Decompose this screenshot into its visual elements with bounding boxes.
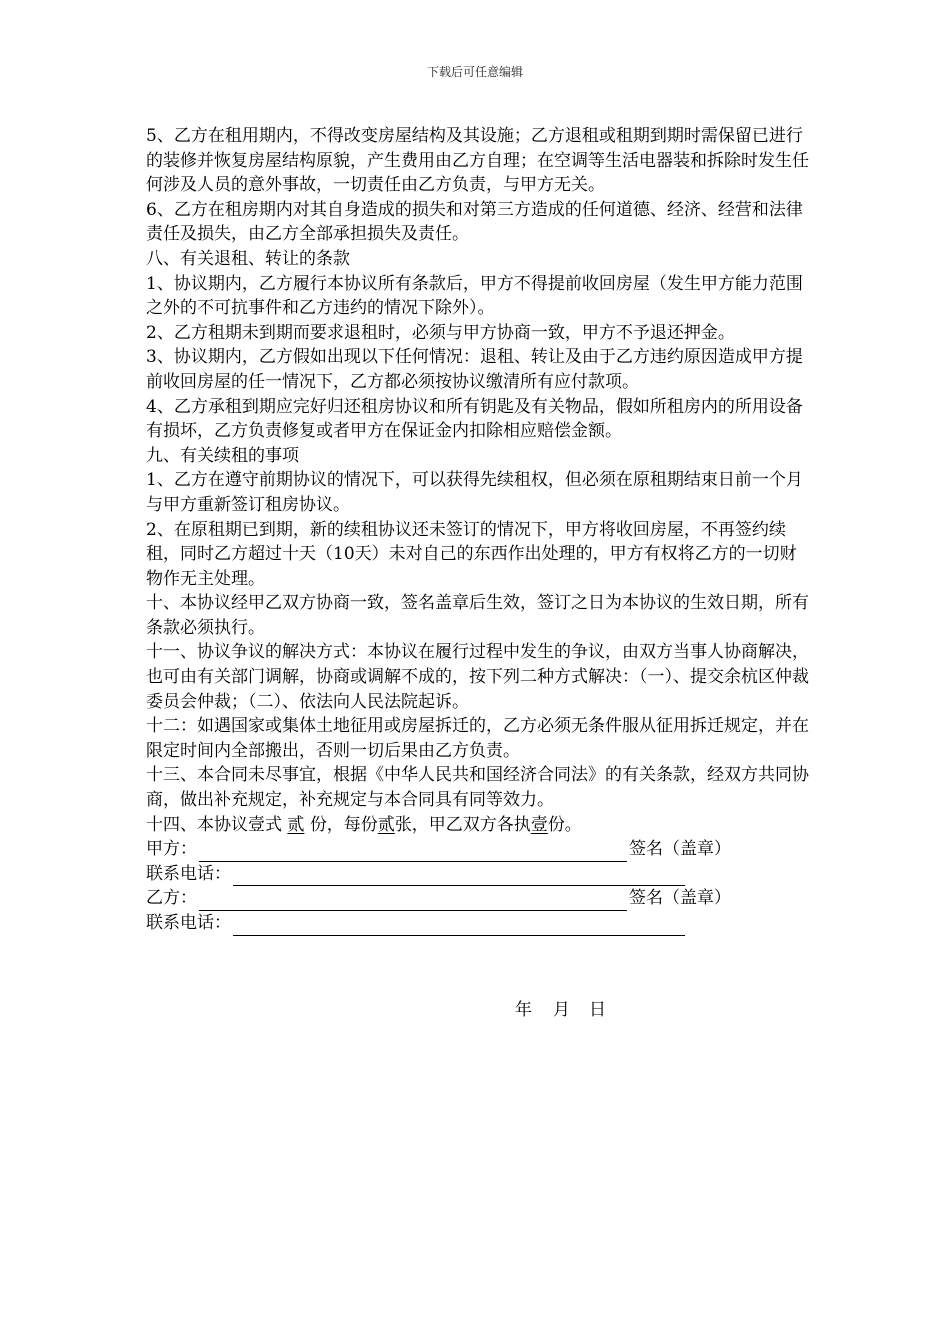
clause-10: 十、本协议经甲乙双方协商一致，签名盖章后生效，签订之日为本协议的生效日期，所有条款必须执行。 [146, 593, 809, 638]
clause-8-1: 1、协议期内，乙方履行本协议所有条款后，甲方不得提前收回房屋（发生甲方能力范围之外的不可抗事件和乙方违约的情况下除外）。 [146, 273, 803, 319]
date-day: 日 [589, 1000, 606, 1020]
copies-prefix: 十四、本协议壹式 [146, 814, 282, 835]
party-b-phone-line [233, 917, 685, 936]
party-a-phone-label: 联系电话： [146, 863, 231, 884]
clause-11: 十一、协议争议的解决方式：本协议在履行过程中发生的争议，由双方当事人协商解决，也可由有关部门调解，协商或调解不成的，按下列二种方式解决：（一）、提交余杭区仲裁委员会仲裁；（二）、依法向人民法院起诉。 [146, 642, 809, 712]
party-a-signature-row [146, 837, 810, 862]
party-a-signature-line [199, 843, 627, 862]
copies-sheets: 贰 [377, 814, 395, 835]
clause-8-2: 2、乙方租期未到期而要求退租时，必须与甲方协商一致，甲方不予退还押金。 [146, 322, 735, 343]
party-a-label: 甲方： [146, 839, 197, 860]
party-b-phone-label: 联系电话： [146, 913, 231, 933]
page-header: 下载后可任意编辑 [426, 65, 523, 79]
copies-count: 贰 [287, 814, 305, 835]
party-b-phone-row [146, 911, 810, 936]
clause-14 [146, 813, 810, 838]
clause-8-4: 4、乙方承租到期应完好归还租房协议和所有钥匙及有关物品，假如所租房内的所用设备有损坏，乙方负责修复或者甲方在保证金内扣除相应赔偿金额。 [146, 396, 803, 442]
clause-12: 十二：如遇国家或集体土地征用或房屋拆迁的，乙方必须无条件服从征用拆迁规定，并在限定时间内全部搬出，否则一切后果由乙方负责。 [146, 716, 809, 761]
party-b-label: 乙方： [146, 888, 197, 909]
copies-mid-2: 张，甲乙双方各执 [394, 814, 531, 835]
clause-5: 5、乙方在租用期内，不得改变房屋结构及其设施；乙方退租或租期到期时需保留已进行的装修并恢复房屋结构原貌，产生费用由乙方自理；在空调等生活电器装和拆除时发生任何涉及人员的意外事故，一切责任由乙方负责，与甲方无关。 [146, 126, 809, 196]
clause-8-3: 3、协议期内，乙方假如出现以下任何情况：退租、转让及由于乙方违约原因造成甲方提前收回房屋的任一情况下，乙方都必须按协议缴清所有应付款项。 [146, 347, 803, 392]
clause-9-1: 1、乙方在遵守前期协议的情况下，可以获得先续租权，但必须在原租期结束日前一个月与甲方重新签订租房协议。 [146, 470, 803, 515]
party-a-phone-row [146, 862, 810, 887]
party-a-sign-label: 签名（盖章） [629, 839, 731, 860]
party-a-phone-line [233, 867, 685, 886]
clause-9-2: 2、在原租期已到期，新的续租协议还未签订的情况下，甲方将收回房屋，不再签约续租，同时乙方超过十天（10天）未对自己的东西作出处理的，甲方有权将乙方的一切财物作无主处理。 [146, 519, 797, 589]
date-year: 年 [515, 1000, 532, 1020]
contract-body [146, 124, 810, 936]
section-heading-8: 八、有关退租、转让的条款 [146, 248, 350, 269]
copies-suffix: 份。 [547, 814, 582, 835]
clause-13: 十三、本合同未尽事宜，根据《中华人民共和国经济合同法》的有关条款，经双方共同协商，做出补充规定，补充规定与本合同具有同等效力。 [146, 765, 809, 811]
date-month: 月 [553, 1000, 570, 1020]
copies-each: 壹 [530, 814, 548, 835]
copies-mid-1: 份，每份 [309, 814, 378, 835]
section-heading-9: 九、有关续租的事项 [146, 445, 299, 466]
party-b-signature-line [199, 892, 627, 911]
clause-6: 6、乙方在租房期内对其自身造成的损失和对第三方造成的任何道德、经济、经营和法律责任及损失，由乙方全部承担损失及责任。 [146, 199, 803, 245]
party-b-sign-label: 签名（盖章） [629, 888, 731, 909]
party-b-signature-row [146, 886, 810, 911]
